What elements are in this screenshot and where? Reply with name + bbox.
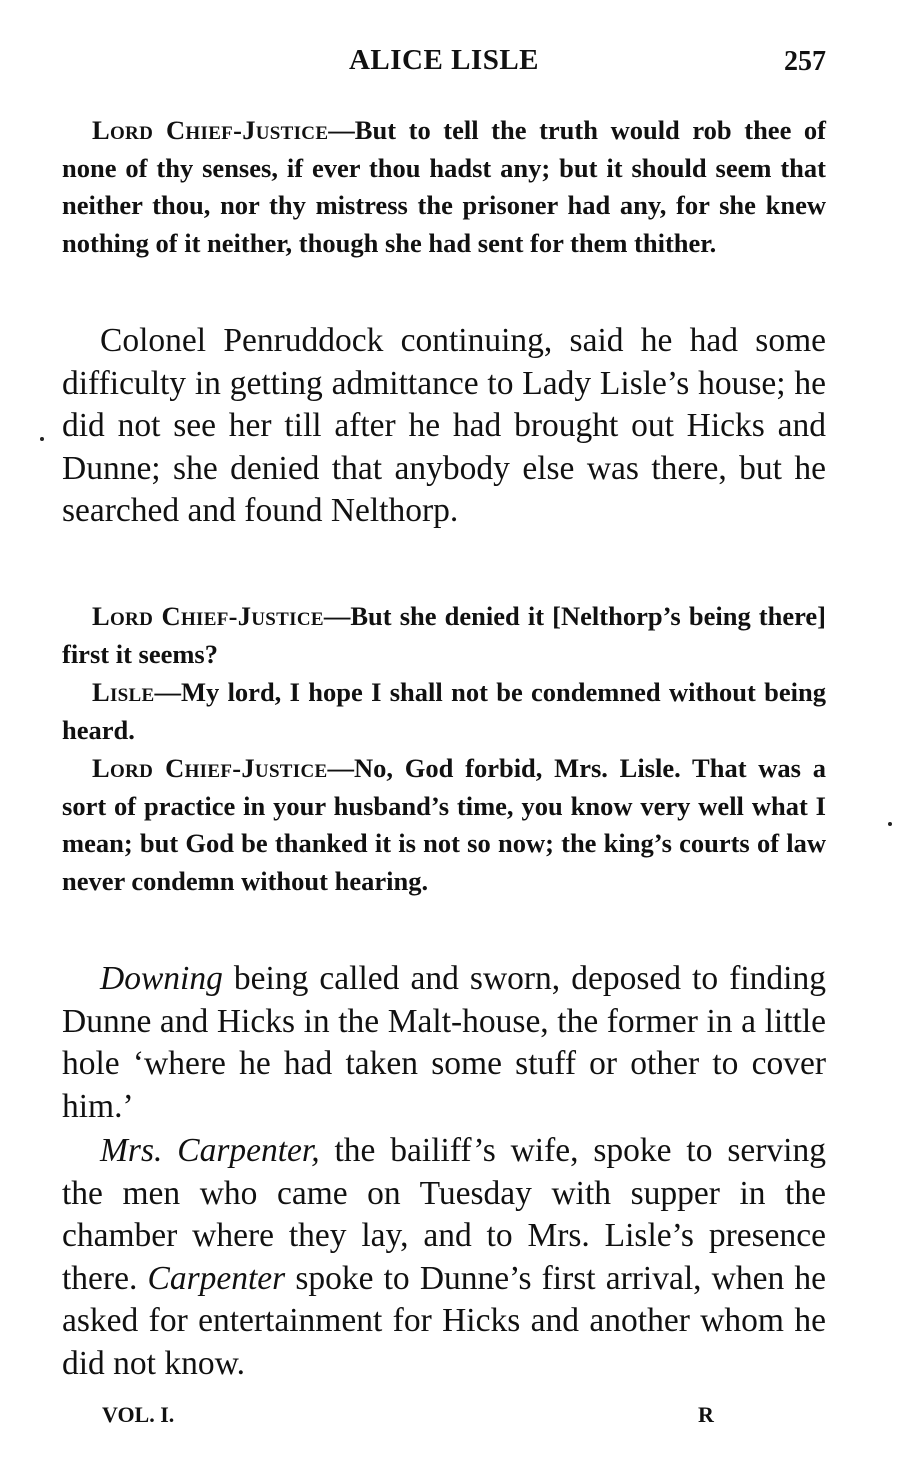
volume-mark: VOL. I.: [102, 1402, 175, 1427]
running-title: ALICE LISLE: [348, 44, 540, 76]
paragraph-lord-chief-justice-1: [62, 112, 826, 262]
print-speck: [40, 437, 44, 441]
signature-mark: R: [698, 1402, 714, 1427]
paragraph-lisle: [62, 674, 826, 749]
paragraph-carpenter: [62, 1130, 826, 1385]
witness-name: Downing: [100, 960, 223, 997]
paragraph-text: Colonel Penruddock continuing, said he had some difficulty in getting admittance to Lady Lisle’s house; he did not see her till after he had brought out Hicks and Dunne; she denied that anybody else was there, but he searched and found Nelthorp.: [62, 322, 826, 529]
speaker-name: Lisle: [92, 677, 155, 707]
paragraph-text: —But she denied it [Nelthorp’s being there] first it seems?: [62, 601, 827, 669]
paragraph-text: —No, God forbid, Mrs. Lisle. That was a sort of practice in your husband’s time, you know very well what I mean; but God be thanked it is not so now; the king’s courts of law never condemn without hearing.: [62, 753, 827, 896]
paragraph-downing: [62, 958, 826, 1128]
paragraph-text: —But to tell the truth would rob thee of none of thy senses, if ever thou hadst any; but it should seem that neither thou, nor thy mistress the prisoner had any, for she knew nothing of it neither, though she had sent for them thither.: [62, 115, 826, 258]
page-header: [62, 44, 826, 84]
paragraph-text: the bailiff’s wife, spoke to serving the men who came on Tuesday with supper in the chamber where they lay, and to Mrs. Lisle’s presence there.: [62, 1132, 826, 1297]
print-speck: [888, 822, 892, 826]
paragraph-text: —My lord, I hope I shall not be condemned without being heard.: [62, 677, 826, 745]
paragraph-text: being called and sworn, deposed to finding Dunne and Hicks in the Malt-house, the former in a little hole ‘where he had taken some stuff or other to cover him.’: [62, 960, 826, 1125]
speaker-name: Lord Chief-Justice: [92, 753, 328, 783]
page-number: 257: [784, 46, 826, 77]
page-footer: [62, 1402, 826, 1432]
paragraph-lord-chief-justice-3: [62, 750, 826, 900]
paragraph-lord-chief-justice-2: [62, 598, 826, 673]
paragraph-penruddock: [62, 320, 826, 533]
witness-name: Mrs. Carpenter,: [100, 1132, 320, 1169]
paragraph-text: spoke to Dunne’s first arrival, when he asked for entertainment for Hicks and another whom he did not know.: [62, 1259, 826, 1382]
speaker-name: Lord Chief-Justice: [92, 601, 324, 631]
witness-name: Carpenter: [147, 1259, 286, 1297]
speaker-name: Lord Chief-Justice: [92, 115, 329, 145]
book-page: [62, 0, 826, 1474]
